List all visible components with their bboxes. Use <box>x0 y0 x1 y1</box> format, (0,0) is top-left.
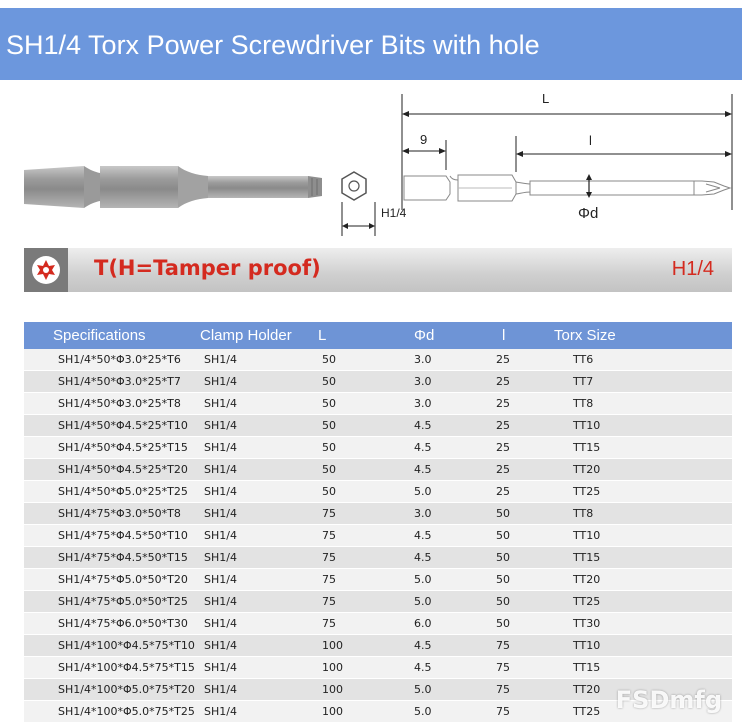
column-header-shank-length: l <box>490 322 554 349</box>
table-row <box>24 613 732 635</box>
diameter-cell: 5.0 <box>402 481 490 503</box>
torx-size-cell: TT10 <box>554 635 732 657</box>
torx-size-cell: TT25 <box>554 701 732 723</box>
diameter-cell: 4.5 <box>402 437 490 459</box>
spec-cell: SH1/4*50*Φ3.0*25*T8 <box>24 393 200 415</box>
shank-length-cell: 50 <box>490 503 554 525</box>
torx-size-cell: TT15 <box>554 547 732 569</box>
diameter-cell: 5.0 <box>402 679 490 701</box>
torx-star-icon <box>24 248 68 292</box>
bit-photo <box>24 166 322 208</box>
shank-length-cell: 75 <box>490 679 554 701</box>
column-header-diameter: Φd <box>402 322 490 349</box>
length-cell: 50 <box>318 349 402 371</box>
clamp-holder-cell: SH1/4 <box>200 701 318 723</box>
shank-length-cell: 50 <box>490 569 554 591</box>
shank-length-cell: 25 <box>490 459 554 481</box>
product-figure <box>0 80 742 240</box>
diameter-cell: 4.5 <box>402 525 490 547</box>
clamp-holder-cell: SH1/4 <box>200 371 318 393</box>
shank-length-cell: 75 <box>490 635 554 657</box>
length-cell: 75 <box>318 503 402 525</box>
diameter-cell: 5.0 <box>402 591 490 613</box>
length-cell: 50 <box>318 481 402 503</box>
table-row <box>24 657 732 679</box>
torx-size-cell: TT15 <box>554 437 732 459</box>
torx-size-cell: TT6 <box>554 349 732 371</box>
spec-cell: SH1/4*75*Φ4.5*50*T15 <box>24 547 200 569</box>
shank-length-cell: 25 <box>490 393 554 415</box>
spec-table <box>24 322 732 723</box>
length-label: L <box>542 91 550 106</box>
table-row <box>24 591 732 613</box>
length-cell: 50 <box>318 393 402 415</box>
length-cell: 75 <box>318 591 402 613</box>
torx-size-cell: TT20 <box>554 569 732 591</box>
table-row <box>24 547 732 569</box>
torx-size-cell: TT10 <box>554 525 732 547</box>
table-row <box>24 481 732 503</box>
spec-cell: SH1/4*50*Φ4.5*25*T10 <box>24 415 200 437</box>
torx-size-cell: TT25 <box>554 481 732 503</box>
torx-size-cell: TT30 <box>554 613 732 635</box>
clamp-holder-cell: SH1/4 <box>200 613 318 635</box>
clamp-holder-cell: SH1/4 <box>200 657 318 679</box>
length-cell: 100 <box>318 679 402 701</box>
type-label: T(H=Tamper proof) <box>94 256 321 280</box>
title-bar <box>0 8 742 80</box>
length-cell: 50 <box>318 371 402 393</box>
spec-cell: SH1/4*50*Φ3.0*25*T6 <box>24 349 200 371</box>
spec-cell: SH1/4*100*Φ4.5*75*T10 <box>24 635 200 657</box>
clamp-holder-cell: SH1/4 <box>200 547 318 569</box>
torx-size-cell: TT8 <box>554 393 732 415</box>
torx-size-cell: TT20 <box>554 679 732 701</box>
clamp-holder-cell: SH1/4 <box>200 415 318 437</box>
torx-size-cell: TT15 <box>554 657 732 679</box>
shank-length-cell: 75 <box>490 657 554 679</box>
shank-length-cell: 50 <box>490 547 554 569</box>
clamp-holder-cell: SH1/4 <box>200 349 318 371</box>
torx-size-cell: TT10 <box>554 415 732 437</box>
length-cell: 100 <box>318 657 402 679</box>
spec-cell: SH1/4*100*Φ5.0*75*T25 <box>24 701 200 723</box>
length-cell: 50 <box>318 415 402 437</box>
shank-length-label: l <box>589 133 592 148</box>
spec-cell: SH1/4*75*Φ5.0*50*T25 <box>24 591 200 613</box>
table-row <box>24 415 732 437</box>
spec-cell: SH1/4*50*Φ4.5*25*T15 <box>24 437 200 459</box>
table-row <box>24 569 732 591</box>
spec-cell: SH1/4*75*Φ6.0*50*T30 <box>24 613 200 635</box>
spec-cell: SH1/4*100*Φ5.0*75*T20 <box>24 679 200 701</box>
diameter-cell: 6.0 <box>402 613 490 635</box>
diameter-cell: 5.0 <box>402 701 490 723</box>
bit-drawing <box>402 94 732 210</box>
diameter-cell: 4.5 <box>402 657 490 679</box>
clamp-holder-cell: SH1/4 <box>200 481 318 503</box>
torx-size-cell: TT7 <box>554 371 732 393</box>
table-row <box>24 459 732 481</box>
type-size: H1/4 <box>671 258 714 280</box>
shank-length-cell: 50 <box>490 591 554 613</box>
clamp-holder-cell: SH1/4 <box>200 437 318 459</box>
spec-cell: SH1/4*75*Φ3.0*50*T8 <box>24 503 200 525</box>
spec-cell: SH1/4*75*Φ4.5*50*T10 <box>24 525 200 547</box>
table-row <box>24 371 732 393</box>
table-row <box>24 393 732 415</box>
clamp-holder-cell: SH1/4 <box>200 525 318 547</box>
column-header-length: L <box>318 322 402 349</box>
type-band <box>24 248 732 292</box>
diameter-cell: 3.0 <box>402 393 490 415</box>
length-cell: 75 <box>318 525 402 547</box>
table-row <box>24 525 732 547</box>
hex-end-view <box>342 172 375 236</box>
clamp-holder-cell: SH1/4 <box>200 393 318 415</box>
diameter-cell: 4.5 <box>402 635 490 657</box>
length-cell: 75 <box>318 547 402 569</box>
length-cell: 100 <box>318 635 402 657</box>
shank-length-cell: 50 <box>490 613 554 635</box>
shank-length-cell: 25 <box>490 349 554 371</box>
table-header-row <box>24 322 732 349</box>
diameter-cell: 4.5 <box>402 459 490 481</box>
torx-size-cell: TT25 <box>554 591 732 613</box>
spec-cell: SH1/4*100*Φ4.5*75*T15 <box>24 657 200 679</box>
spec-cell: SH1/4*50*Φ4.5*25*T20 <box>24 459 200 481</box>
clamp-holder-cell: SH1/4 <box>200 503 318 525</box>
watermark: FSDmfg <box>615 686 722 714</box>
diameter-cell: 3.0 <box>402 503 490 525</box>
spec-cell: SH1/4*50*Φ3.0*25*T7 <box>24 371 200 393</box>
diameter-cell: 5.0 <box>402 569 490 591</box>
table-row <box>24 349 732 371</box>
clamp-holder-cell: SH1/4 <box>200 679 318 701</box>
column-header-torx-size: Torx Size <box>554 322 732 349</box>
hex-size-label: H1/4 <box>381 206 407 220</box>
bit-diagram <box>0 80 742 240</box>
table-row <box>24 503 732 525</box>
page-title: SH1/4 Torx Power Screwdriver Bits with hole <box>6 30 540 60</box>
clamp-holder-cell: SH1/4 <box>200 591 318 613</box>
hex-length-label: 9 <box>420 132 428 147</box>
shank-length-cell: 25 <box>490 415 554 437</box>
table-row <box>24 437 732 459</box>
diameter-cell: 3.0 <box>402 371 490 393</box>
length-cell: 75 <box>318 569 402 591</box>
spec-cell: SH1/4*50*Φ5.0*25*T25 <box>24 481 200 503</box>
column-header-specifications: Specifications <box>24 322 200 349</box>
spec-cell: SH1/4*75*Φ5.0*50*T20 <box>24 569 200 591</box>
clamp-holder-cell: SH1/4 <box>200 635 318 657</box>
torx-size-cell: TT8 <box>554 503 732 525</box>
shank-length-cell: 75 <box>490 701 554 723</box>
diameter-cell: 3.0 <box>402 349 490 371</box>
shank-length-cell: 50 <box>490 525 554 547</box>
column-header-clamp-holder: Clamp Holder <box>200 322 318 349</box>
length-cell: 100 <box>318 701 402 723</box>
diameter-cell: 4.5 <box>402 415 490 437</box>
torx-size-cell: TT20 <box>554 459 732 481</box>
length-cell: 50 <box>318 459 402 481</box>
shank-length-cell: 25 <box>490 371 554 393</box>
clamp-holder-cell: SH1/4 <box>200 569 318 591</box>
diameter-label: Φd <box>578 205 599 222</box>
table-row <box>24 635 732 657</box>
clamp-holder-cell: SH1/4 <box>200 459 318 481</box>
diameter-cell: 4.5 <box>402 547 490 569</box>
length-cell: 75 <box>318 613 402 635</box>
shank-length-cell: 25 <box>490 481 554 503</box>
shank-length-cell: 25 <box>490 437 554 459</box>
length-cell: 50 <box>318 437 402 459</box>
